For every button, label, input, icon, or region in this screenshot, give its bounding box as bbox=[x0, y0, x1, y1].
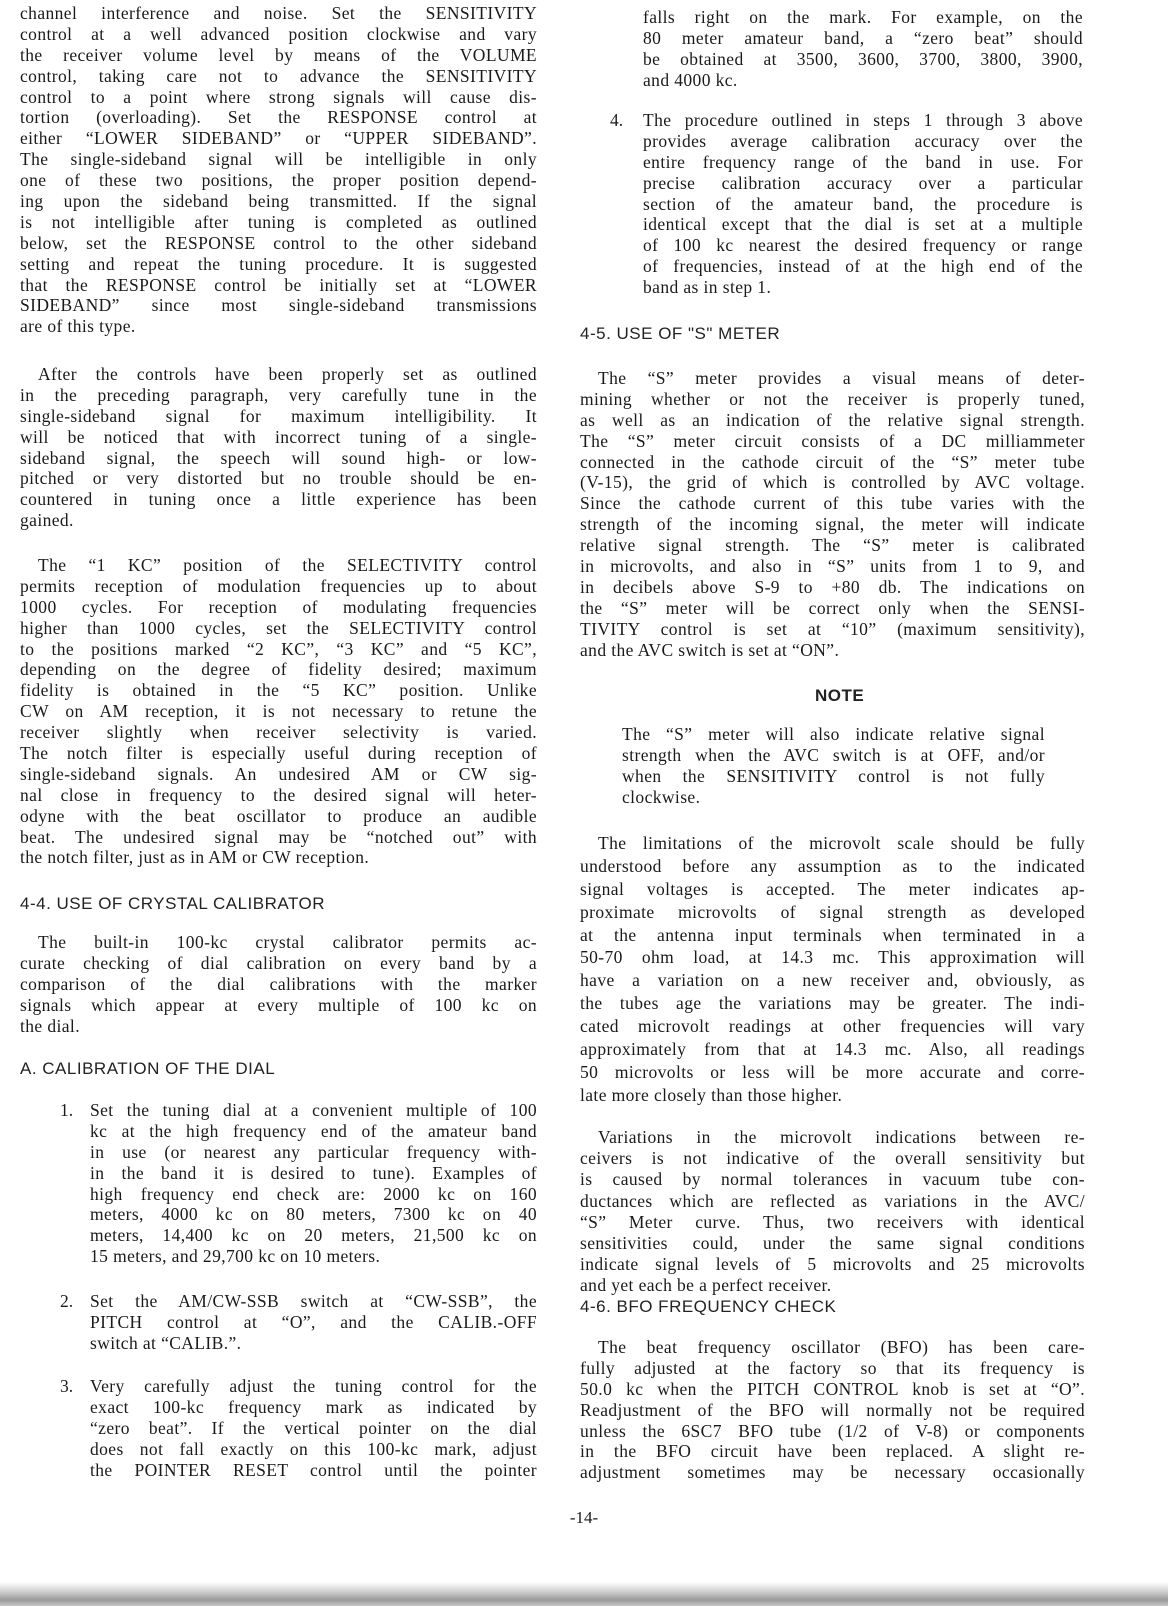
paragraph bbox=[580, 368, 1085, 660]
text-line: the notch filter, just as in AM or CW reception. bbox=[20, 847, 370, 868]
note-heading: NOTE bbox=[815, 686, 865, 705]
text-line: have a variation on a new receiver and, obviously, as bbox=[580, 970, 1085, 991]
text-line: 50 microvolts or less will be more accurate and corre- bbox=[580, 1061, 1085, 1082]
text-line: unless the 6SC7 BFO tube (1/2 of V-8) or components bbox=[580, 1420, 1085, 1441]
text-line: in decibels above S-9 to +80 db. The indications on bbox=[580, 576, 1085, 597]
text-line: cated microvolt readings at other frequencies will vary bbox=[580, 1016, 1085, 1037]
text-line: 50.0 kc when the PITCH CONTROL knob is set at “O”. bbox=[580, 1378, 1085, 1399]
scan-edge bbox=[0, 1582, 1168, 1606]
text-line: at the antenna input terminals when terminated in a bbox=[580, 924, 1085, 945]
text-line: that the RESPONSE control be initially set at “LOWER bbox=[20, 274, 537, 295]
text-line: ing upon the sideband being transmitted. If the signal bbox=[20, 191, 537, 212]
text-line: understood before any assumption as to the indicated bbox=[580, 855, 1085, 876]
paragraph bbox=[20, 932, 537, 1036]
text-line: receiver slightly when receiver selectivity is varied. bbox=[20, 722, 537, 743]
text-line: Very carefully adjust the tuning control for the bbox=[90, 1376, 537, 1396]
text-line: signal voltages is accepted. The meter indicates ap- bbox=[580, 878, 1085, 899]
text-line: comparison of the dial calibrations with the marker bbox=[20, 973, 537, 994]
paragraph bbox=[580, 1337, 1085, 1483]
text-line: identical except that the dial is set at a multiple bbox=[643, 214, 1083, 235]
paragraph bbox=[20, 364, 537, 531]
text-line: Readjustment of the BFO will normally not be required bbox=[580, 1399, 1085, 1420]
text-line: The “S” meter will also indicate relative signal bbox=[622, 724, 1045, 744]
text-line: “zero beat”. If the vertical pointer on the dial bbox=[90, 1417, 537, 1438]
page-number: -14- bbox=[569, 1508, 599, 1527]
text-line: control, taking care not to advance the SENSITIVITY bbox=[20, 65, 537, 86]
text-line: The “1 KC” position of the SELECTIVITY control bbox=[38, 555, 537, 575]
text-line: control at a well advanced position clockwise and vary bbox=[20, 23, 537, 44]
text-line: as well as an indication of the relative signal strength. bbox=[580, 409, 1085, 430]
text-line: in the band it is desired to tune). Examples of bbox=[90, 1162, 537, 1183]
text-line: After the controls have been properly set as outlined bbox=[38, 364, 537, 384]
text-line: connected in the cathode circuit of the “S” meter tube bbox=[580, 451, 1085, 472]
text-line: PITCH control at “O”, and the CALIB.-OFF bbox=[90, 1311, 537, 1332]
paragraph bbox=[580, 1127, 1085, 1297]
text-line: fidelity is obtained in the “5 KC” position. Unlike bbox=[20, 680, 537, 701]
text-line: 50-70 ohm load, at 14.3 mc. This approximation will bbox=[580, 947, 1085, 968]
text-line: proximate microvolts of signal strength as developed bbox=[580, 901, 1085, 922]
text-line: in use (or nearest any particular frequency with- bbox=[90, 1141, 537, 1162]
text-line: in the preceding paragraph, very carefully tune in the bbox=[20, 384, 537, 405]
text-line: strength of the incoming signal, the meter will indicate bbox=[580, 514, 1085, 535]
text-line: depending on the degree of fidelity desired; maximum bbox=[20, 659, 537, 680]
text-line: are of this type. bbox=[20, 316, 136, 337]
text-line: precise calibration accuracy over a particular bbox=[643, 172, 1083, 193]
text-line: pitched or very distorted but no trouble should be en- bbox=[20, 468, 537, 489]
text-line: relative signal strength. The “S” meter is calibrated bbox=[580, 535, 1085, 556]
text-line: switch at “CALIB.”. bbox=[90, 1332, 242, 1353]
text-line: sensitivities could, under the same signal conditions bbox=[580, 1232, 1085, 1253]
text-line: fully adjusted at the factory so that its frequency is bbox=[580, 1357, 1085, 1378]
text-line: 80 meter amateur band, a “zero beat” should bbox=[643, 27, 1083, 48]
text-line: meters, 14,400 kc on 20 meters, 21,500 kc on bbox=[90, 1225, 537, 1246]
text-line: the tubes age the variations may be greater. The indi- bbox=[580, 993, 1085, 1014]
text-line: exact 100-kc frequency mark as indicated by bbox=[90, 1396, 537, 1417]
text-line: entire frequency range of the band in use. For bbox=[643, 151, 1083, 172]
text-line: does not fall exactly on this 100-kc mark, adjust bbox=[90, 1438, 537, 1459]
text-line: Set the AM/CW-SSB switch at “CW-SSB”, the bbox=[90, 1291, 537, 1311]
text-line: The limitations of the microvolt scale should be fully bbox=[598, 833, 1085, 853]
text-line: odyne with the beat oscillator to produce an audible bbox=[20, 805, 537, 826]
text-line: ductances which are reflected as variations in the AVC/ bbox=[580, 1190, 1085, 1211]
text-line: single-sideband signal for maximum intelligibility. It bbox=[20, 405, 537, 426]
text-line: The beat frequency oscillator (BFO) has been care- bbox=[598, 1337, 1085, 1357]
text-line: Since the cathode current of this tube varies with the bbox=[580, 493, 1085, 514]
list-number: 2. bbox=[60, 1291, 74, 1311]
paragraph bbox=[20, 3, 537, 337]
text-line: either “LOWER SIDEBAND” or “UPPER SIDEBAND”. bbox=[20, 128, 537, 149]
text-line: higher than 1000 cycles, set the SELECTIVITY control bbox=[20, 617, 537, 638]
text-line: nal close in frequency to the desired signal will heter- bbox=[20, 784, 537, 805]
text-line: The notch filter is especially useful during reception of bbox=[20, 743, 537, 764]
list-number: 4. bbox=[610, 110, 624, 130]
text-line: tortion (overloading). Set the RESPONSE control at bbox=[20, 107, 537, 128]
text-line: channel interference and noise. Set the SENSITIVITY bbox=[20, 3, 537, 23]
text-line: clockwise. bbox=[622, 786, 701, 807]
list-item bbox=[90, 1100, 537, 1267]
text-line: The built-in 100-kc crystal calibrator permits ac- bbox=[38, 932, 537, 952]
list-item bbox=[90, 1376, 537, 1480]
text-line: sideband signal, the speech will sound high- or low- bbox=[20, 447, 537, 468]
text-line: provides average calibration accuracy over the bbox=[643, 130, 1083, 151]
text-line: gained. bbox=[20, 510, 74, 531]
text-line: ceivers is not indicative of the overall sensitivity but bbox=[580, 1148, 1085, 1169]
text-line: and yet each be a perfect receiver. bbox=[580, 1275, 832, 1296]
text-line: signals which appear at every multiple of 100 kc on bbox=[20, 994, 537, 1015]
text-line: be obtained at 3500, 3600, 3700, 3800, 3900, bbox=[643, 48, 1083, 69]
text-line: The “S” meter circuit consists of a DC milliammeter bbox=[580, 430, 1085, 451]
text-line: strength when the AVC switch is at OFF, and/or bbox=[622, 744, 1045, 765]
text-line: and the AVC switch is set at “ON”. bbox=[580, 639, 840, 660]
text-line: The “S” meter provides a visual means of deter- bbox=[598, 368, 1085, 388]
text-line: kc at the high frequency end of the amateur band bbox=[90, 1120, 537, 1141]
text-line: mining whether or not the receiver is properly tuned, bbox=[580, 388, 1085, 409]
text-line: “S” Meter curve. Thus, two receivers with identical bbox=[580, 1211, 1085, 1232]
text-line: to the positions marked “2 KC”, “3 KC” and “5 KC”, bbox=[20, 638, 537, 659]
section-heading: 4-4. USE OF CRYSTAL CALIBRATOR bbox=[20, 894, 326, 913]
text-line: the “S” meter will be correct only when the SENSI- bbox=[580, 597, 1085, 618]
text-line: The procedure outlined in steps 1 through 3 above bbox=[643, 110, 1083, 130]
text-line: Variations in the microvolt indications between re- bbox=[598, 1127, 1085, 1147]
text-line: SIDEBAND” since most single-sideband transmissions bbox=[20, 295, 537, 316]
text-line: below, set the RESPONSE control to the other sideband bbox=[20, 232, 537, 253]
text-line: band as in step 1. bbox=[643, 277, 772, 298]
section-heading: 4-6. BFO FREQUENCY CHECK bbox=[580, 1297, 837, 1316]
section-heading: A. CALIBRATION OF THE DIAL bbox=[20, 1059, 276, 1078]
text-line: and 4000 kc. bbox=[643, 69, 738, 90]
text-line: in the BFO circuit have been replaced. A slight re- bbox=[580, 1441, 1085, 1462]
text-line: curate checking of dial calibration on every band by a bbox=[20, 952, 537, 973]
text-line: permits reception of modulation frequencies up to about bbox=[20, 575, 537, 596]
list-item bbox=[643, 110, 1083, 298]
text-line: meters, 4000 kc on 80 meters, 7300 kc on 40 bbox=[90, 1204, 537, 1225]
text-line: high frequency end check are: 2000 kc on 160 bbox=[90, 1183, 537, 1204]
text-line: will be noticed that with incorrect tuning of a single- bbox=[20, 426, 537, 447]
text-line: single-sideband signals. An undesired AM or CW sig- bbox=[20, 763, 537, 784]
text-line: of 100 kc nearest the desired frequency or range bbox=[643, 235, 1083, 256]
text-line: 15 meters, and 29,700 kc on 10 meters. bbox=[90, 1246, 381, 1267]
text-line: one of these two positions, the proper position depend- bbox=[20, 170, 537, 191]
text-line: countered in tuning once a little experience has been bbox=[20, 489, 537, 510]
text-line: The single-sideband signal will be intelligible in only bbox=[20, 149, 537, 170]
text-line: late more closely than those higher. bbox=[580, 1084, 843, 1105]
text-line: falls right on the mark. For example, on the bbox=[643, 7, 1083, 27]
text-line: is caused by normal tolerances in vacuum tube con- bbox=[580, 1169, 1085, 1190]
note-text bbox=[622, 724, 1045, 808]
text-line: 1000 cycles. For reception of modulating frequencies bbox=[20, 596, 537, 617]
text-line: is not intelligible after tuning is completed as outlined bbox=[20, 211, 537, 232]
text-line: indicate signal levels of 5 microvolts and 25 microvolts bbox=[580, 1254, 1085, 1275]
text-line: setting and repeat the tuning procedure. It is suggested bbox=[20, 253, 537, 274]
text-line: when the SENSITIVITY control is not fully bbox=[622, 765, 1045, 786]
list-number: 1. bbox=[60, 1100, 74, 1120]
text-line: TIVITY control is set at “10” (maximum sensitivity), bbox=[580, 618, 1085, 639]
text-line: beat. The undesired signal may be “notched out” with bbox=[20, 826, 537, 847]
text-line: the POINTER RESET control until the pointer bbox=[90, 1459, 537, 1480]
section-heading: 4-5. USE OF "S" METER bbox=[580, 324, 781, 343]
text-line: control to a point where strong signals will cause dis- bbox=[20, 86, 537, 107]
text-line: section of the amateur band, the procedure is bbox=[643, 193, 1083, 214]
text-line: (V-15), the grid of which is controlled by AVC voltage. bbox=[580, 472, 1085, 493]
text-line: the receiver volume level by means of the VOLUME bbox=[20, 44, 537, 65]
list-number: 3. bbox=[60, 1376, 74, 1396]
text-line: Set the tuning dial at a convenient multiple of 100 bbox=[90, 1100, 537, 1120]
list-item bbox=[90, 1291, 537, 1354]
text-line: CW on AM reception, it is not necessary to retune the bbox=[20, 701, 537, 722]
list-item-continued bbox=[643, 7, 1083, 91]
paragraph bbox=[20, 555, 537, 868]
paragraph bbox=[580, 832, 1085, 1107]
text-line: approximately from that at 14.3 mc. Also, all readings bbox=[580, 1039, 1085, 1060]
text-line: of frequencies, instead of at the high end of the bbox=[643, 256, 1083, 277]
text-line: adjustment sometimes may be necessary occasionally bbox=[580, 1462, 1085, 1483]
text-line: the dial. bbox=[20, 1015, 80, 1036]
text-line: in microvolts, and also in “S” units from 1 to 9, and bbox=[580, 556, 1085, 577]
